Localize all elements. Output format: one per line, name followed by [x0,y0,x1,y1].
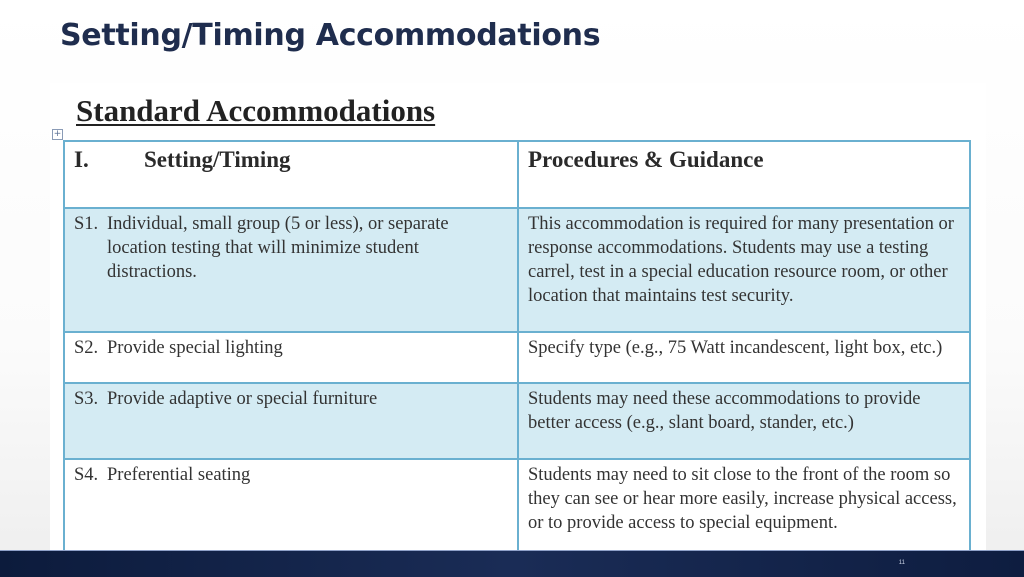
header-roman-numeral: I. [74,147,89,172]
guidance-cell [518,459,970,550]
table-row [64,208,970,332]
accommodation-cell [64,383,518,459]
document-heading: Standard Accommodations [76,93,436,128]
table-row [64,332,970,383]
accommodation-cell [64,208,518,332]
accommodation-text: Preferential seating [107,465,251,485]
guidance-text: This accommodation is required for many presentation or response accommodations. Students may use a testing carrel, test in a special education resource room, or other location that maintains test security. [528,214,954,306]
document-image [50,83,986,550]
accommodation-text: Provide adaptive or special furniture [107,389,378,409]
header-category-label: Setting/Timing [144,147,291,172]
header-procedures-cell [518,141,970,208]
move-handle-icon[interactable]: + [53,129,62,139]
accommodation-code: S2. [74,338,99,358]
accommodation-cell [64,459,518,550]
accommodation-code: S4. [74,465,99,485]
accommodation-text: Individual, small group (5 or less), or separate location testing that will minimize student distractions. [107,214,449,282]
guidance-text: Students may need these accommodations to provide better access (e.g., slant board, stander, etc.) [528,389,921,433]
guidance-cell [518,208,970,332]
guidance-text: Specify type (e.g., 75 Watt incandescent, light box, etc.) [528,338,943,358]
page-number: 11 [898,560,905,566]
guidance-cell [518,383,970,459]
accommodation-code: S1. [74,214,99,234]
accommodation-cell [64,332,518,383]
guidance-text: Students may need to sit close to the front of the room so they can see or hear more easily, increase physical access, or to provide access to special equipment. [528,465,957,533]
accommodation-code: S3. [74,389,99,409]
accommodation-text: Provide special lighting [107,338,283,358]
slide-title: Setting/Timing Accommodations [60,18,601,53]
footer-bar [0,550,1024,577]
accommodations-table [63,140,971,550]
table-row [64,459,970,550]
header-procedures-label: Procedures & Guidance [528,147,764,172]
table-row [64,383,970,459]
header-category-cell [64,141,518,208]
guidance-cell [518,332,970,383]
table-header-row [64,141,970,208]
